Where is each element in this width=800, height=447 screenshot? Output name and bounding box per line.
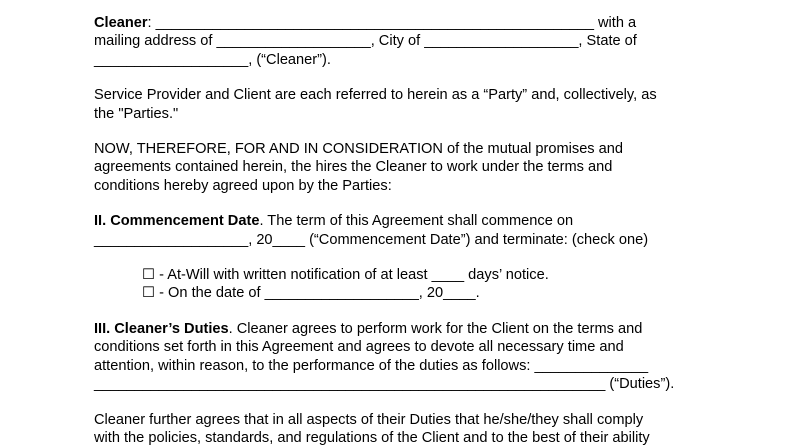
whereas-line-3: conditions hereby agreed upon by the Parties: bbox=[94, 177, 392, 194]
commencement-heading: II. Commencement Date bbox=[94, 213, 260, 230]
commencement-line-2: ___________________, 20____ (“Commencement Date”) and terminate: (check one) bbox=[94, 231, 649, 248]
duties-line-1: III. Cleaner’s Duties. Cleaner agrees to perform work for the Client on the terms and bbox=[94, 320, 643, 337]
parties-line-2: the "Parties." bbox=[94, 105, 179, 122]
whereas-line-1: NOW, THEREFORE, FOR AND IN CONSIDERATION of the mutual promises and bbox=[94, 141, 624, 158]
option-at-will[interactable]: ☐ - At-Will with written notification of at least ____ days’ notice. bbox=[142, 267, 549, 284]
document-body bbox=[94, 14, 714, 447]
whereas-line-2: agreements contained herein, the hires the Cleaner to work under the terms and bbox=[94, 159, 613, 176]
parties-line-1: Service Provider and Client are each referred to herein as a “Party” and, collectively, as bbox=[94, 87, 657, 104]
further-line-1: Cleaner further agrees that in all aspects of their Duties that he/she/they shall comply bbox=[94, 411, 644, 428]
cleaner-line-1: Cleaner: ______________________________________________________ with a bbox=[94, 15, 637, 31]
duties-line-3: attention, within reason, to the performance of the duties as follows: ______________ bbox=[94, 357, 649, 374]
duties-heading: III. Cleaner’s Duties bbox=[94, 320, 229, 337]
duties-line-4: _______________________________________________________________ (“Duties”). bbox=[94, 376, 675, 393]
cleaner-line-2: mailing address of ___________________, City of ___________________, State of bbox=[94, 33, 637, 50]
cleaner-line-3: ___________________, (“Cleaner”). bbox=[94, 51, 331, 68]
commencement-line-1: II. Commencement Date. The term of this Agreement shall commence on bbox=[94, 213, 574, 230]
cleaner-label: Cleaner bbox=[94, 15, 148, 31]
further-line-2: with the policies, standards, and regulations of the Client and to the best of their ability bbox=[94, 429, 650, 446]
duties-line-2: conditions set forth in this Agreement and agrees to devote all necessary time and bbox=[94, 339, 624, 356]
option-on-date[interactable]: ☐ - On the date of ___________________, 20____. bbox=[142, 285, 480, 302]
